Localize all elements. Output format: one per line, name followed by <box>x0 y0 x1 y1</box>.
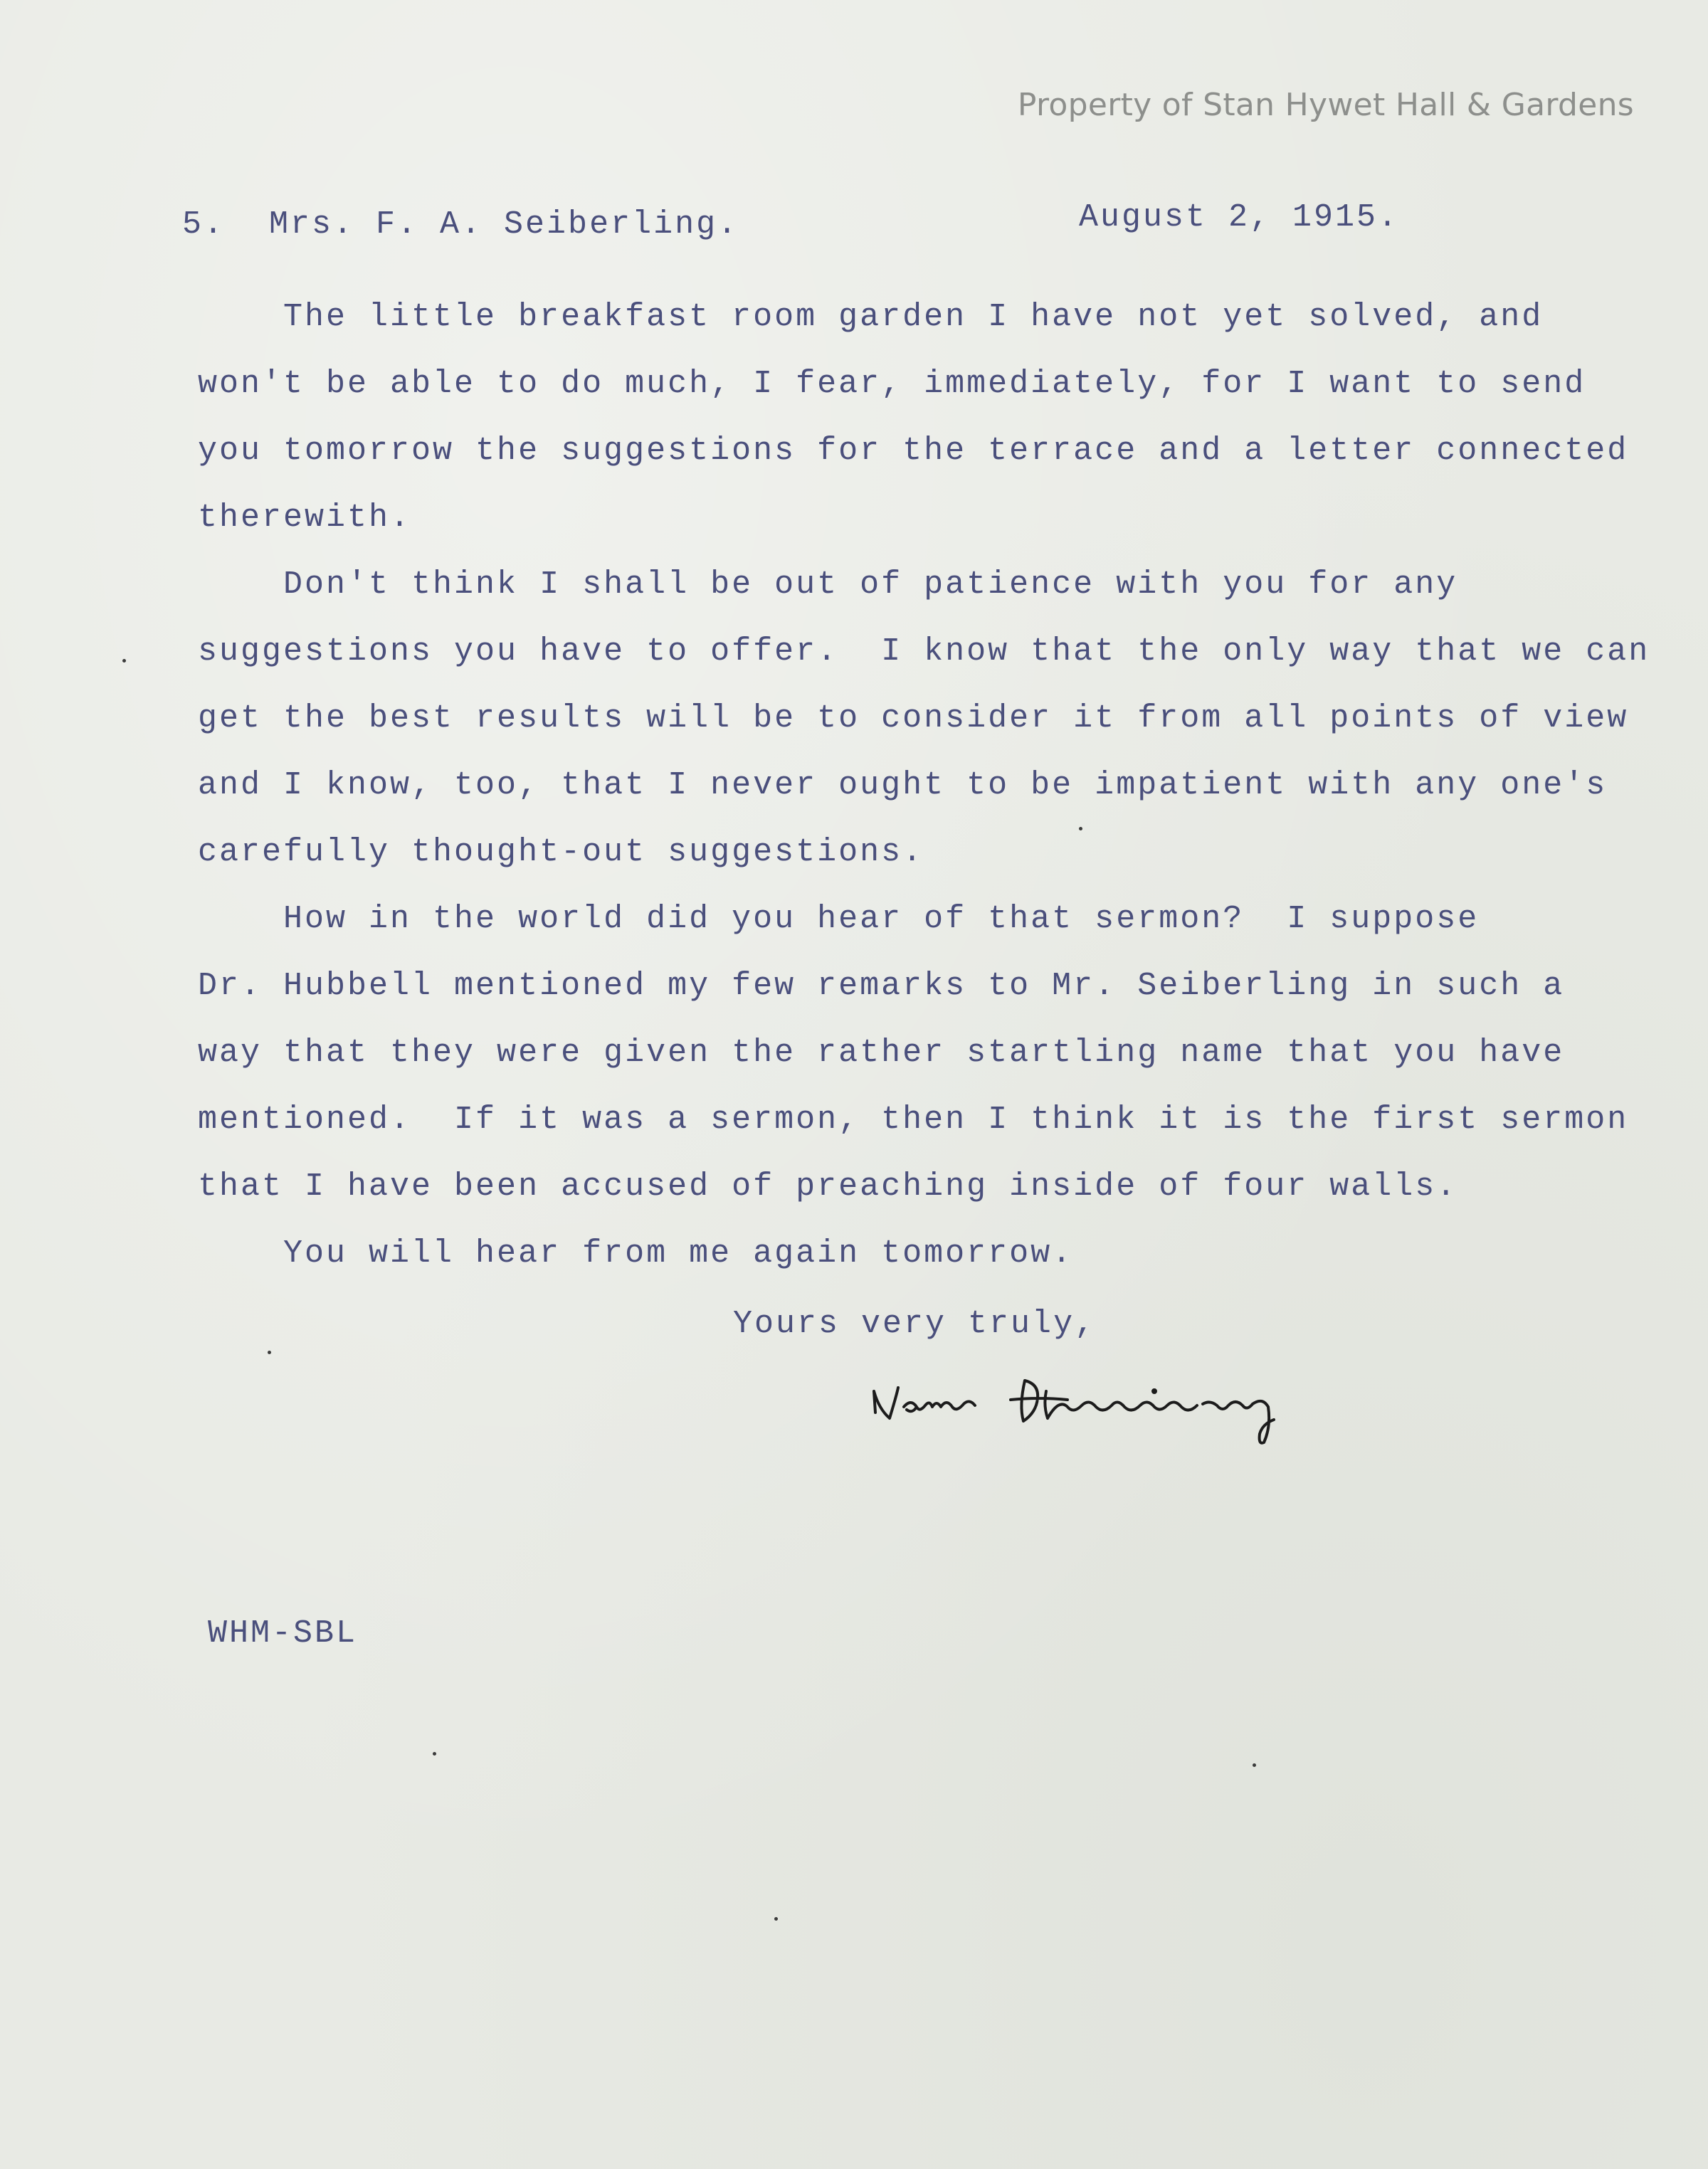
body-line: Dr. Hubbell mentioned my few remarks to Mr. Seiberling in such a <box>198 968 1565 1004</box>
body-line: Don't think I shall be out of patience with you for any <box>198 566 1458 603</box>
body-line: get the best results will be to consider it from all points of view <box>198 700 1629 737</box>
paper-speck <box>268 1351 271 1354</box>
body-line: that I have been accused of preaching inside of four walls. <box>198 1168 1458 1205</box>
body-line: The little breakfast room garden I have not yet solved, and <box>198 299 1544 335</box>
letter-date: August 2, 1915. <box>1079 199 1400 236</box>
body-line: mentioned. If it was a sermon, then I think it is the first sermon <box>198 1102 1629 1138</box>
body-line: carefully thought-out suggestions. <box>198 834 924 870</box>
recipient-name: Mrs. F. A. Seiberling. <box>269 206 739 243</box>
paper-speck <box>1253 1763 1256 1767</box>
body-line: suggestions you have to offer. I know that the only way that we can <box>198 633 1650 670</box>
body-line: you tomorrow the suggestions for the terrace and a letter connected <box>198 433 1629 469</box>
body-line: How in the world did you hear of that sermon? I suppose <box>198 901 1480 937</box>
complimentary-close: Yours very truly, <box>733 1306 1097 1342</box>
typist-initials: WHM-SBL <box>208 1615 358 1652</box>
body-line: therewith. <box>198 500 412 536</box>
paper-speck <box>433 1752 436 1756</box>
body-line: way that they were given the rather startling name that you have <box>198 1035 1565 1071</box>
letter-header <box>182 199 1420 242</box>
page-number: 5. <box>182 206 226 243</box>
paper-speck <box>122 659 126 663</box>
handwritten-signature <box>833 1363 1345 1448</box>
property-watermark: Property of Stan Hywet Hall & Gardens <box>1017 87 1634 123</box>
paper-speck <box>1079 827 1082 830</box>
body-line: and I know, too, that I never ought to be impatient with any one's <box>198 767 1608 803</box>
body-line: You will hear from me again tomorrow. <box>198 1235 1074 1272</box>
body-line: won't be able to do much, I fear, immediately, for I want to send <box>198 366 1586 402</box>
paper-speck <box>774 1917 778 1921</box>
